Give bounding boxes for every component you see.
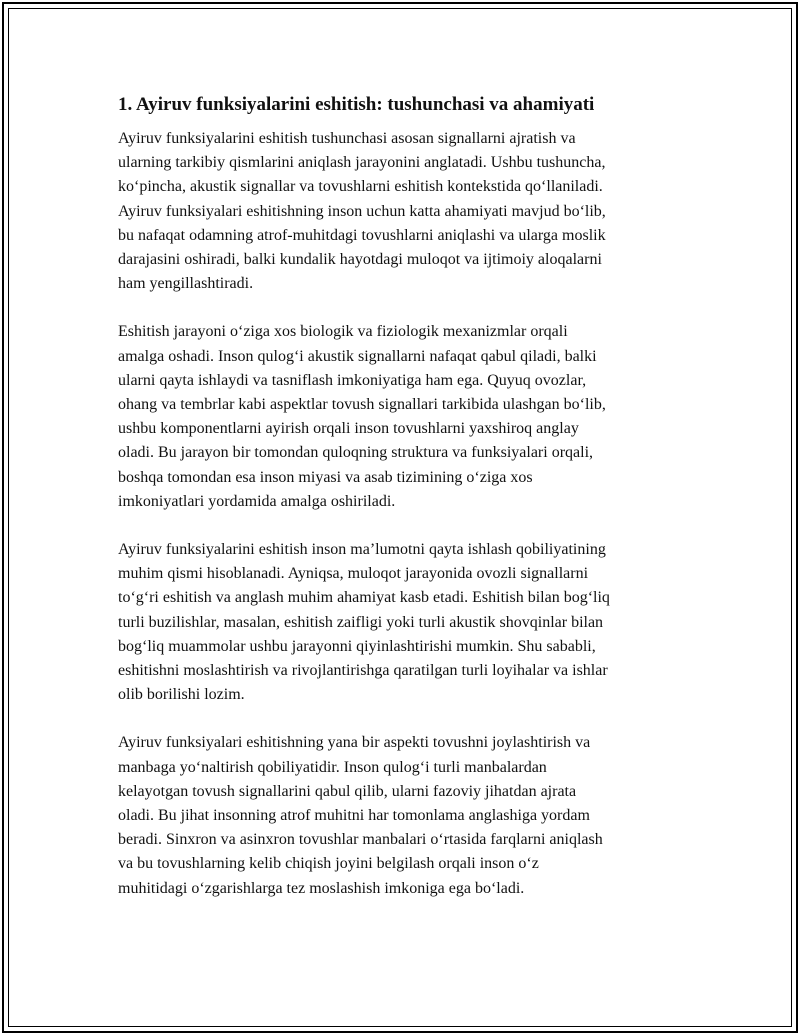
paragraph-1 xyxy=(118,127,688,296)
text-line: va bu tovushlarning kelib chiqish joyini belgilash orqali inson o‘z xyxy=(118,855,539,873)
text-line: muhim qismi hisoblanadi. Ayniqsa, muloqot jarayonida ovozli signallarni xyxy=(118,565,589,583)
text-line: olib borilishi lozim. xyxy=(118,686,245,704)
text-line: Eshitish jarayoni o‘ziga xos biologik va fiziologik mexanizmlar orqali xyxy=(118,323,568,341)
text-line: ko‘pincha, akustik signallar va tovushlarni eshitish kontekstida qo‘llaniladi. xyxy=(118,178,603,196)
text-line: Ayiruv funksiyalari eshitishning yana bir aspekti tovushni joylashtirish va xyxy=(118,734,591,752)
text-line: eshitishni moslashtirish va rivojlantirishga qaratilgan turli loyihalar va ishlar xyxy=(118,662,608,680)
text-line: kelayotgan tovush signallarini qabul qilib, ularni fazoviy jihatdan ajrata xyxy=(118,782,577,800)
text-line: ularning tarkibiy qismlarini aniqlash jarayonini anglatadi. Ushbu tushuncha, xyxy=(118,154,606,172)
text-line: boshqa tomondan esa inson miyasi va asab tizimining o‘ziga xos xyxy=(118,468,533,486)
section-heading: 1. Ayiruv funksiyalarini eshitish: tushunchasi va ahamiyati xyxy=(118,94,595,115)
paragraph-3 xyxy=(118,538,688,707)
text-line: Ayiruv funksiyalari eshitishning inson uchun katta ahamiyati mavjud bo‘lib, xyxy=(118,202,606,220)
text-line: Ayiruv funksiyalarini eshitish tushunchasi asosan signallarni ajratish va xyxy=(118,130,576,147)
text-line: oladi. Bu jihat insonning atrof muhitni har tomonlama anglashiga yordam xyxy=(118,807,590,825)
text-line: ularni qayta ishlaydi va tasniflash imkoniyatiga ham ega. Quyuq ovozlar, xyxy=(118,371,587,389)
text-line: amalga oshadi. Inson qulog‘i akustik signallarni nafaqat qabul qiladi, balki xyxy=(118,347,597,365)
text-line: Ayiruv funksiyalarini eshitish inson ma’lumotni qayta ishlash qobiliyatining xyxy=(118,541,606,559)
document-body xyxy=(118,92,688,925)
text-line: darajasini oshiradi, balki kundalik hayotdagi muloqot va ijtimoiy aloqalarni xyxy=(118,251,602,269)
text-line: imkoniyatlari yordamida amalga oshiriladi. xyxy=(118,492,396,510)
text-line: ohang va tembrlar kabi aspektlar tovush signallari tarkibida ulashgan bo‘lib, xyxy=(118,396,606,414)
paragraph-4 xyxy=(118,731,688,900)
paragraph-2 xyxy=(118,320,688,514)
text-line: turli buzilishlar, masalan, eshitish zaifligi yoki turli akustik shovqinlar bilan xyxy=(118,613,604,631)
text-line: muhitidagi o‘zgarishlarga tez moslashish imkoniga ega bo‘ladi. xyxy=(118,879,525,897)
text-line: to‘g‘ri eshitish va anglash muhim ahamiyat kasb etadi. Eshitish bilan bog‘liq xyxy=(118,589,610,607)
text-line: manbaga yo‘naltirish qobiliyatidir. Inson qulog‘i turli manbalardan xyxy=(118,758,547,776)
text-line: bu nafaqat odamning atrof-muhitdagi tovushlarni aniqlashi va ularga moslik xyxy=(118,226,606,244)
text-line: beradi. Sinxron va asinxron tovushlar manbalari o‘rtasida farqlarni aniqlash xyxy=(118,831,603,849)
text-line: oladi. Bu jarayon bir tomondan quloqning struktura va funksiyalari orqali, xyxy=(118,444,594,462)
text-line: bog‘liq muammolar ushbu jarayonni qiyinlashtirishi mumkin. Shu sababli, xyxy=(118,637,596,655)
text-line: ushbu komponentlarni ayirish orqali inson tovushlarni yaxshiroq anglay xyxy=(118,420,579,438)
text-line: ham yengillashtiradi. xyxy=(118,275,254,293)
